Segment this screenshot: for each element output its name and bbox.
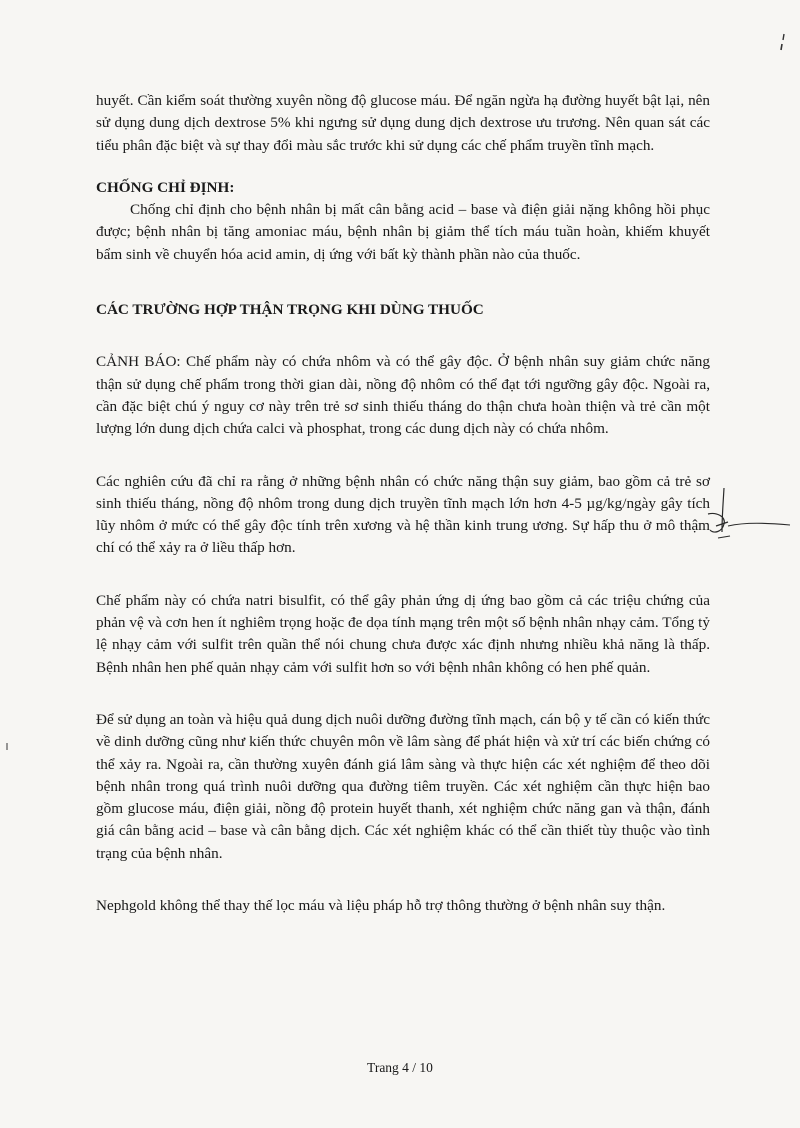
pen-mark bbox=[770, 30, 790, 70]
scan-speck bbox=[4, 742, 10, 752]
contraindications-heading: CHỐNG CHỈ ĐỊNH: bbox=[96, 178, 235, 196]
contraindications-paragraph: Chống chỉ định cho bệnh nhân bị mất cân bằng acid – base và điện giải nặng không hồi phục được; bệnh nhân bị tăng amoniac máu, bệnh nhân bị giảm thể tích máu tuần hoàn, khiếm khuyết bẩm sinh về chuyển hóa acid amin, dị ứng với bất kỳ thành phần nào của thuốc. bbox=[96, 201, 710, 263]
document-body bbox=[96, 90, 710, 917]
monitoring-paragraph: Để sử dụng an toàn và hiệu quả dung dịch nuôi dưỡng đường tĩnh mạch, cán bộ y tế cần có kiến thức về dinh dưỡng cũng như kiến thức chuyên môn về lâm sàng để phát hiện và xử trí các biến chứng có thể xảy ra. Ngoài ra, cần thường xuyên đánh giá lâm sàng và thực hiện các xét nghiệm để theo dõi bệnh nhân trong quá trình nuôi dưỡng qua đường tiêm truyền. Các xét nghiệm cần thực hiện bao gồm glucose máu, điện giải, nồng độ protein huyết thanh, xét nghiệm chức năng gan và thận, đánh giá cân bằng acid – base và cân bằng dịch. Các xét nghiệm khác có thể cần thiết tùy thuộc vào tình trạng của bệnh nhân. bbox=[96, 710, 710, 862]
signature-mark bbox=[696, 486, 792, 586]
warning-aluminium-paragraph: CẢNH BÁO: Chế phẩm này có chứa nhôm và có thể gây độc. Ở bệnh nhân suy giảm chức năng thận sử dụng chế phẩm trong thời gian dài, nồng độ nhôm có thể đạt tới ngưỡng gây độc. Ngoài ra, cần đặc biệt chú ý nguy cơ này trên trẻ sơ sinh thiếu tháng do thận chưa hoàn thiện và trẻ cần một lượng lớn dung dịch chứa calci và phosphat, trong các dung dịch này có chứa nhôm. bbox=[96, 353, 710, 438]
page-number: Trang 4 / 10 bbox=[367, 1060, 433, 1075]
aluminium-studies-paragraph: Các nghiên cứu đã chỉ ra rằng ở những bệnh nhân có chức năng thận suy giảm, bao gồm cả trẻ sơ sinh thiếu tháng, nồng độ nhôm trong dung dịch truyền tĩnh mạch lớn hơn 4-5 µg/kg/ngày gây tích lũy nhôm ở mức có thể gây độc tính trên xương và hệ thần kinh trung ương. Sự hấp thu ở mô thậm chí có thể xảy ra ở liều thấp hơn. bbox=[96, 472, 710, 557]
intro-paragraph: huyết. Cần kiểm soát thường xuyên nồng độ glucose máu. Để ngăn ngừa hạ đường huyết bật lại, nên sử dụng dung dịch dextrose 5% khi ngưng sử dụng dung dịch dextrose ưu trương. Nên quan sát các tiểu phân đặc biệt và sự thay đổi màu sắc trước khi sử dụng các chế phẩm truyền tĩnh mạch. bbox=[96, 92, 710, 154]
dialysis-note-paragraph: Nephgold không thể thay thế lọc máu và liệu pháp hỗ trợ thông thường ở bệnh nhân suy thận. bbox=[96, 897, 666, 915]
sulfite-paragraph: Chế phẩm này có chứa natri bisulfit, có thể gây phản ứng dị ứng bao gồm cả các triệu chứng của phản vệ và cơn hen ít nghiêm trọng hoặc đe dọa tính mạng trên một số bệnh nhân nhạy cảm. Tổng tỷ lệ nhạy cảm với sulfit trên quần thể nói chung chưa được xác định nhưng nhiều khả năng là thấp. Bệnh nhân hen phế quản nhạy cảm với sulfit hơn so với bệnh nhân không có hen phế quản. bbox=[96, 591, 710, 676]
precautions-heading: CÁC TRƯỜNG HỢP THẬN TRỌNG KHI DÙNG THUỐC bbox=[96, 301, 484, 319]
